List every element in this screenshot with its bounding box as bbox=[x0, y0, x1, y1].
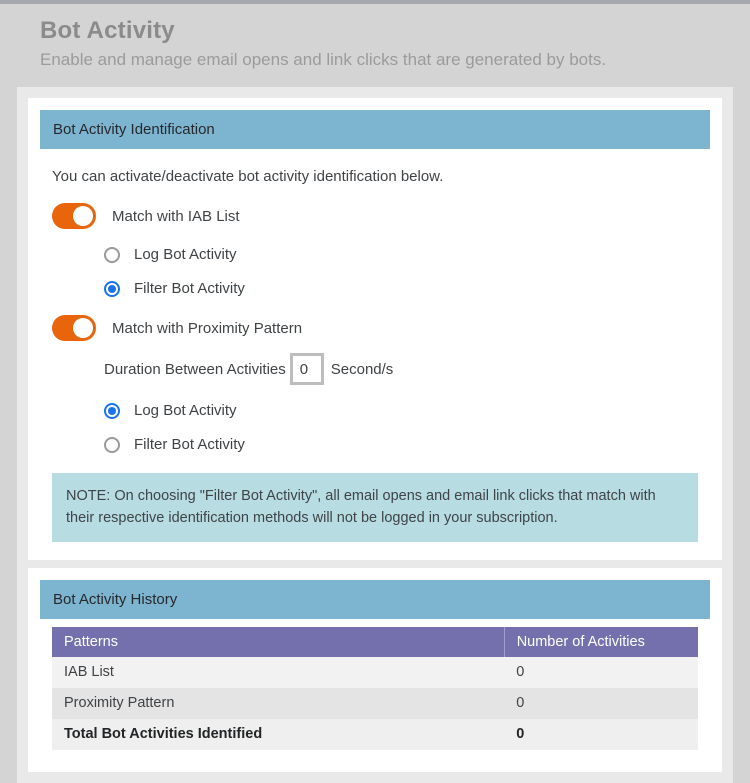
count-cell: 0 bbox=[504, 719, 698, 750]
table-row-total bbox=[52, 719, 698, 750]
intro-text: You can activate/deactivate bot activity identification below. bbox=[52, 168, 444, 185]
content-area bbox=[17, 87, 733, 783]
history-table-wrap bbox=[52, 627, 698, 750]
iab-filter-option[interactable] bbox=[104, 280, 698, 297]
radio-label: Filter Bot Activity bbox=[134, 280, 245, 297]
radio-button[interactable] bbox=[104, 403, 120, 419]
proximity-log-option[interactable] bbox=[104, 402, 698, 419]
column-header-count: Number of Activities bbox=[504, 627, 698, 657]
duration-unit-label: Second/s bbox=[330, 360, 394, 378]
iab-toggle-row bbox=[52, 203, 698, 229]
table-row bbox=[52, 657, 698, 688]
iab-toggle-label: Match with IAB List bbox=[112, 207, 240, 225]
table-header-row bbox=[52, 627, 698, 657]
pattern-cell: Proximity Pattern bbox=[52, 688, 504, 719]
proximity-toggle[interactable] bbox=[52, 315, 96, 341]
table-row bbox=[52, 688, 698, 719]
history-table bbox=[52, 627, 698, 750]
pattern-cell: Total Bot Activities Identified bbox=[52, 719, 504, 750]
history-card bbox=[28, 568, 722, 772]
duration-input[interactable] bbox=[290, 353, 324, 385]
proximity-toggle-label: Match with Proximity Pattern bbox=[112, 319, 303, 337]
column-header-patterns: Patterns bbox=[52, 627, 504, 657]
radio-button[interactable] bbox=[104, 281, 120, 297]
page-header bbox=[0, 4, 750, 70]
toggle-knob bbox=[73, 206, 93, 226]
identification-card bbox=[28, 98, 722, 560]
proximity-filter-option[interactable] bbox=[104, 436, 698, 453]
pattern-cell: IAB List bbox=[52, 657, 504, 688]
count-cell: 0 bbox=[504, 688, 698, 719]
identification-panel-body bbox=[40, 149, 710, 548]
page-subtitle: Enable and manage email opens and link clicks that are generated by bots. bbox=[40, 50, 607, 69]
iab-log-option[interactable] bbox=[104, 246, 698, 263]
radio-label: Log Bot Activity bbox=[134, 402, 237, 419]
radio-button[interactable] bbox=[104, 247, 120, 263]
proximity-options bbox=[104, 402, 698, 453]
proximity-toggle-row bbox=[52, 315, 698, 341]
radio-button[interactable] bbox=[104, 437, 120, 453]
iab-options bbox=[104, 246, 698, 297]
identification-panel-header: Bot Activity Identification bbox=[40, 110, 710, 149]
duration-row bbox=[104, 353, 698, 385]
radio-label: Filter Bot Activity bbox=[134, 436, 245, 453]
radio-label: Log Bot Activity bbox=[134, 246, 237, 263]
count-cell: 0 bbox=[504, 657, 698, 688]
page-title: Bot Activity bbox=[40, 17, 175, 44]
toggle-knob bbox=[73, 318, 93, 338]
history-panel-header: Bot Activity History bbox=[40, 580, 710, 619]
iab-toggle[interactable] bbox=[52, 203, 96, 229]
note-box: NOTE: On choosing "Filter Bot Activity", all email opens and email link clicks that match with their respective identification methods will not be logged in your subscription. bbox=[52, 473, 698, 542]
duration-label: Duration Between Activities bbox=[104, 360, 286, 378]
